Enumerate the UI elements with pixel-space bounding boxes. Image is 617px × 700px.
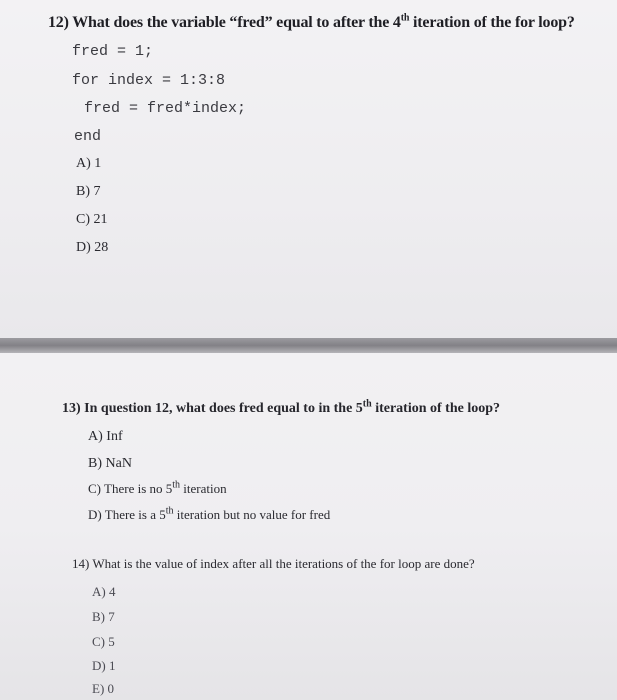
q12-choice-b[interactable]: B ) 7	[76, 184, 101, 200]
q13-choice-b[interactable]: B ) NaN	[88, 456, 132, 472]
q14-choice-e[interactable]: E ) 0	[92, 681, 114, 697]
page-divider	[0, 338, 617, 353]
q14-choice-d[interactable]: D ) 1	[92, 658, 115, 674]
question-14-text: What is the value of index after all the iterations of the for loop are done?	[92, 556, 475, 571]
code-line-1: fred = 1;	[72, 43, 154, 60]
question-12-text: What does the variable “fred” equal to after the 4th iteration of the for loop?	[72, 12, 575, 31]
code-line-3: fred = fred*index;	[66, 100, 247, 117]
q12-choice-d[interactable]: D ) 28	[76, 240, 108, 256]
question-12-number: 12)	[48, 14, 69, 31]
q14-choice-a[interactable]: A ) 4	[92, 584, 115, 600]
question-13-number: 13)	[62, 401, 81, 416]
q13-choice-c[interactable]: C ) There is no 5th iteration	[88, 481, 227, 497]
code-line-2: for index = 1:3:8	[72, 72, 226, 89]
page-bottom-sheet	[0, 353, 617, 700]
question-14-number: 14)	[72, 556, 90, 571]
q13-choice-d[interactable]: D ) There is a 5th iteration but no value for fred	[88, 507, 330, 523]
q14-choice-b[interactable]: B ) 7	[92, 609, 115, 625]
q12-choice-c[interactable]: C ) 21	[76, 212, 108, 228]
question-13-text: In question 12, what does fred equal to in the 5th iteration of the loop?	[84, 398, 501, 416]
page-top-sheet	[0, 0, 617, 338]
q13-choice-a[interactable]: A ) Inf	[88, 429, 123, 445]
q12-choice-a[interactable]: A ) 1	[76, 156, 101, 172]
question-14-prompt	[72, 556, 475, 572]
question-13-prompt	[62, 398, 501, 417]
code-line-4: end	[74, 128, 102, 145]
question-12-prompt	[48, 14, 575, 32]
q14-choice-c[interactable]: C ) 5	[92, 634, 115, 650]
